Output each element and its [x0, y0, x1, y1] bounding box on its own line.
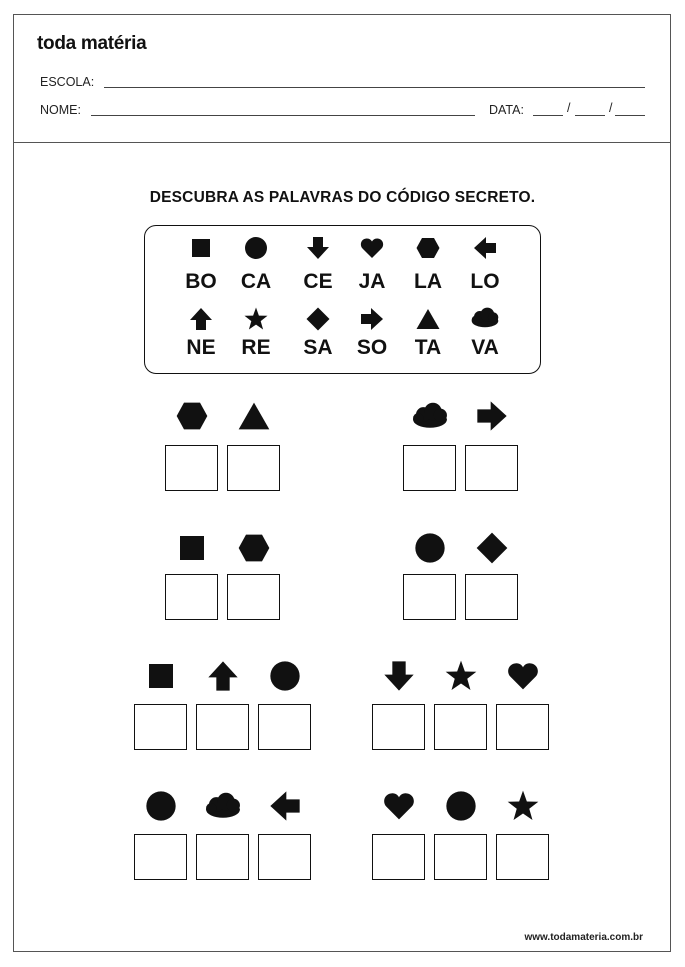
date-separator: / — [609, 101, 613, 115]
answer-box[interactable] — [258, 704, 311, 750]
answer-box[interactable] — [165, 574, 218, 620]
syllable-label: BO — [185, 270, 217, 293]
answer-box[interactable] — [372, 704, 425, 750]
answer-box[interactable] — [227, 574, 280, 620]
name-field[interactable] — [91, 115, 475, 116]
syllable-label: JA — [358, 270, 386, 293]
date-year-field[interactable] — [615, 115, 645, 116]
hexagon-icon — [400, 236, 456, 260]
circle-icon — [414, 532, 446, 569]
code-key-item-lo — [457, 236, 513, 293]
syllable-label: TA — [414, 336, 442, 359]
answer-box[interactable] — [496, 834, 549, 880]
syllable-label: SO — [356, 336, 388, 359]
worksheet-border — [13, 14, 671, 952]
school-label: ESCOLA: — [40, 75, 95, 89]
code-key-item-la — [400, 236, 456, 293]
answer-box[interactable] — [434, 704, 487, 750]
star-icon — [445, 660, 477, 697]
triangle-icon — [400, 307, 456, 331]
arrow-down-icon — [290, 236, 346, 260]
arrow-right-icon — [344, 307, 400, 331]
syllable-label: RE — [241, 336, 271, 359]
arrow-right-icon — [476, 400, 508, 437]
syllable-label: LA — [414, 270, 442, 293]
answer-box[interactable] — [403, 574, 456, 620]
square-icon — [145, 660, 177, 697]
syllable-label: CA — [240, 270, 272, 293]
triangle-icon — [238, 400, 270, 437]
answer-box[interactable] — [196, 704, 249, 750]
circle-icon — [228, 236, 284, 260]
syllable-label: VA — [471, 336, 499, 359]
answer-box[interactable] — [258, 834, 311, 880]
code-key-item-bo — [173, 236, 229, 293]
footer-url: www.todamateria.com.br — [524, 932, 643, 943]
cloud-icon — [409, 402, 451, 435]
date-month-field[interactable] — [575, 115, 605, 116]
circle-icon — [445, 790, 477, 827]
square-icon — [176, 532, 208, 569]
answer-box[interactable] — [196, 834, 249, 880]
square-icon — [173, 236, 229, 260]
date-label: DATA: — [489, 103, 524, 117]
code-key-item-so — [344, 307, 400, 359]
date-day-field[interactable] — [533, 115, 563, 116]
answer-box[interactable] — [403, 445, 456, 491]
code-key-item-ta — [400, 307, 456, 359]
syllable-label: LO — [470, 270, 500, 293]
arrow-left-icon — [269, 790, 301, 827]
circle-icon — [269, 660, 301, 697]
arrow-left-icon — [457, 236, 513, 260]
cloud-icon — [457, 307, 513, 329]
code-key-item-va — [457, 307, 513, 359]
syllable-label: SA — [303, 336, 333, 359]
answer-box[interactable] — [372, 834, 425, 880]
logo: toda matéria — [37, 33, 147, 54]
header-divider — [13, 142, 671, 143]
code-key-item-ja — [344, 236, 400, 293]
circle-icon — [145, 790, 177, 827]
name-label: NOME: — [40, 103, 81, 117]
answer-box[interactable] — [134, 834, 187, 880]
star-icon — [507, 790, 539, 827]
hexagon-icon — [176, 400, 208, 437]
date-separator: / — [567, 101, 571, 115]
hexagon-icon — [238, 532, 270, 569]
arrow-down-icon — [383, 660, 415, 697]
heart-icon — [344, 236, 400, 260]
answer-box[interactable] — [496, 704, 549, 750]
answer-box[interactable] — [465, 574, 518, 620]
diamond-icon — [290, 307, 346, 331]
code-key-item-ne — [173, 307, 229, 359]
arrow-up-icon — [207, 660, 239, 697]
syllable-label: CE — [303, 270, 333, 293]
cloud-icon — [202, 792, 244, 825]
code-key-item-ce — [290, 236, 346, 293]
school-field[interactable] — [104, 87, 645, 88]
diamond-icon — [476, 532, 508, 569]
heart-icon — [507, 660, 539, 697]
answer-box[interactable] — [134, 704, 187, 750]
syllable-label: NE — [186, 336, 216, 359]
answer-box[interactable] — [227, 445, 280, 491]
star-icon — [228, 307, 284, 331]
arrow-up-icon — [173, 307, 229, 331]
answer-box[interactable] — [165, 445, 218, 491]
code-key-item-sa — [290, 307, 346, 359]
answer-box[interactable] — [465, 445, 518, 491]
page-title: DESCUBRA AS PALAVRAS DO CÓDIGO SECRETO. — [149, 189, 536, 206]
answer-box[interactable] — [434, 834, 487, 880]
code-key-item-ca — [228, 236, 284, 293]
heart-icon — [383, 790, 415, 827]
code-key-item-re — [228, 307, 284, 359]
